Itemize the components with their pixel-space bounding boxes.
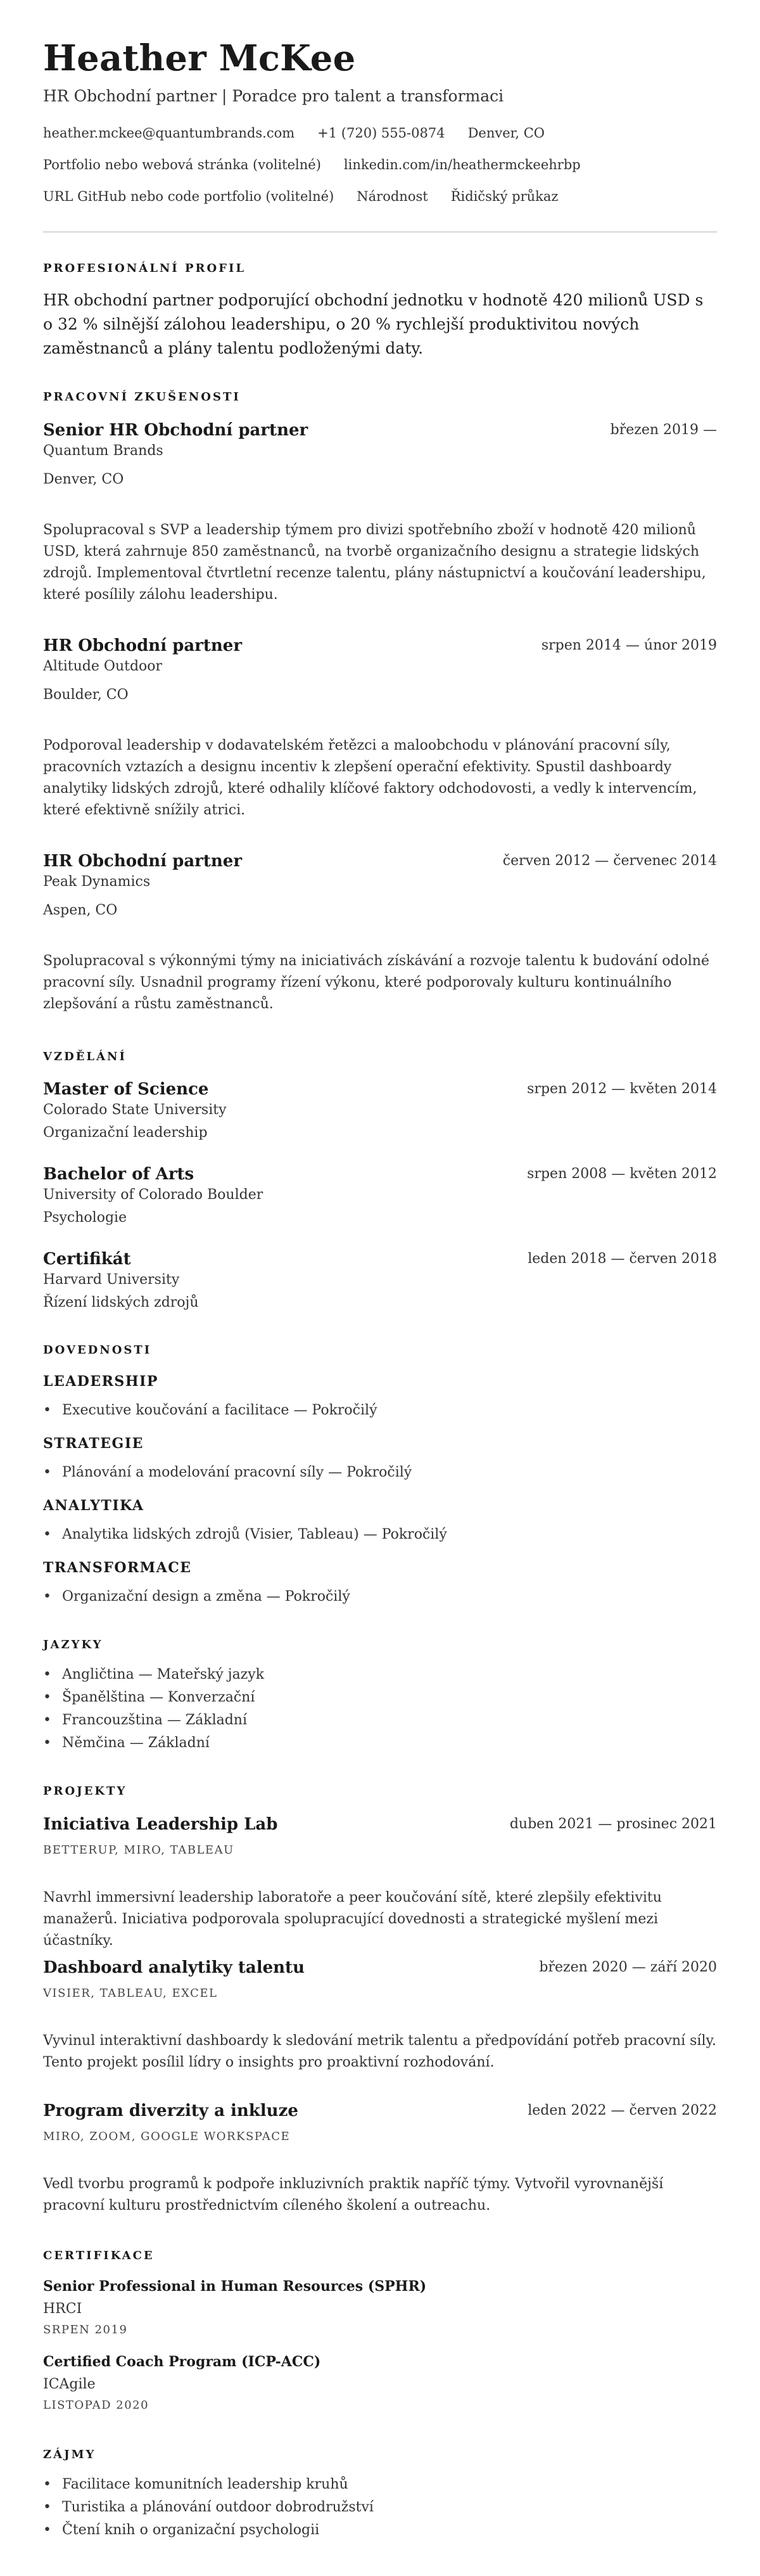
section-title-languages: JAZYKY	[43, 1638, 103, 1651]
school-name: University of Colorado Boulder	[43, 1187, 263, 1203]
project-tools: MIRO, ZOOM, GOOGLE WORKSPACE	[43, 2130, 291, 2143]
contact-row-2	[43, 156, 604, 174]
school-name: Colorado State University	[43, 1102, 227, 1118]
project-title: Program diverzity a inkluze	[43, 2101, 298, 2120]
degree-title: Bachelor of Arts	[43, 1165, 194, 1184]
certification-name: Senior Professional in Human Resources (SPHR)	[43, 2278, 427, 2295]
certification-date: SRPEN 2019	[43, 2323, 128, 2336]
degree-title: Master of Science	[43, 1080, 209, 1099]
language-item: • Angličtina — Mateřský jazyk	[62, 1665, 264, 1684]
language-item: • Němčina — Základní	[62, 1734, 210, 1753]
portfolio-link[interactable]: Portfolio nebo webová stránka (volitelné)	[43, 157, 321, 172]
project-tools: VISIER, TABLEAU, EXCEL	[43, 1987, 218, 2000]
job-location: Denver, CO	[43, 471, 124, 487]
skill-item: • Analytika lidských zdrojů (Visier, Tableau) — Pokročilý	[62, 1525, 447, 1544]
project-description: Navrhl immersivní leadership laboratoře a peer koučování sítě, které zlepšily efektivitu manažerů. Iniciativa podporovala spolupracující dovednosti a strategické myšlení mezi účastníky.	[43, 1890, 662, 1949]
certification-name: Certified Coach Program (ICP-ACC)	[43, 2354, 321, 2370]
skill-category: STRATEGIE	[43, 1435, 144, 1452]
section-title-profile: PROFESIONÁLNÍ PROFIL	[43, 262, 246, 275]
job-description: Spolupracoval s SVP a leadership týmem pro divizi spotřebního zboží v hodnotě 420 milionů USD, která zahrnuje 850 zaměstnanců, na tvorbě organizačního designu a strategie lidských zdrojů. Implementoval čtvrtletní recenze talentu, plány nástupnictví a koučování leadershipu, které posílily zálohu leadershipu.	[43, 522, 706, 603]
section-title-interests: ZÁJMY	[43, 2448, 96, 2461]
job-company: Quantum Brands	[43, 443, 163, 459]
contact-row-3	[43, 188, 581, 205]
project-title: Dashboard analytiky talentu	[43, 1958, 305, 1977]
job-company: Altitude Outdoor	[43, 658, 163, 674]
certification-issuer: ICAgile	[43, 2376, 96, 2392]
email-link[interactable]: heather.mckee@quantumbrands.com	[43, 125, 295, 141]
interest-item: • Čtení knih o organizační psychologii	[62, 2521, 319, 2540]
degree-dates: leden 2018 — červen 2018	[528, 1251, 717, 1267]
job-dates: červen 2012 — červenec 2014	[502, 853, 717, 869]
skill-category: ANALYTIKA	[43, 1497, 144, 1514]
job-company: Peak Dynamics	[43, 874, 151, 890]
project-dates: duben 2021 — prosinec 2021	[509, 1816, 717, 1832]
job-location: Boulder, CO	[43, 687, 129, 703]
profile-summary: HR obchodní partner podporující obchodní jednotku v hodnotě 420 milionů USD s o 32 % silnější zálohou leadershipu, o 20 % rychlejší produktivitou nových zaměstnanců a plány talentu podloženými daty.	[43, 291, 704, 357]
project-tools: BETTERUP, MIRO, TABLEAU	[43, 1843, 234, 1857]
project-description: Vyvinul interaktivní dashboardy k sledování metrik talentu a předpovídání potřeb pracovní síly. Tento projekt posílil lídry o insights pro proaktivní rozhodování.	[43, 2033, 716, 2070]
degree-dates: srpen 2012 — květen 2014	[527, 1081, 717, 1097]
school-name: Harvard University	[43, 1272, 180, 1288]
job-description: Podporoval leadership v dodavatelském řetězci a maloobchodu v plánování pracovní síly, pracovních vztazích a designu incentiv k zlepšení operační efektivity. Spustil dashboardy analytiky lidských zdrojů, které odhalily klíčové faktory odchodovosti, a vedly k intervencím, které efektivně snížily atrici.	[43, 738, 697, 818]
field-of-study: Psychologie	[43, 1210, 127, 1226]
candidate-name: Heather McKee	[43, 37, 356, 79]
section-title-skills: DOVEDNOSTI	[43, 1343, 152, 1357]
section-title-education: VZDĚLÁNÍ	[43, 1050, 127, 1063]
job-description: Spolupracoval s výkonnými týmy na iniciativách získávání a rozvoje talentu k budování odolné pracovní síly. Usnadnil programy řízení výkonu, které podporovaly kulturu kontinuálního zlepšování a růstu zaměstnanců.	[43, 953, 709, 1012]
section-title-certifications: CERTIFIKACE	[43, 2249, 155, 2262]
skill-category: LEADERSHIP	[43, 1373, 158, 1390]
job-location: Aspen, CO	[43, 902, 118, 918]
phone-number[interactable]: +1 (720) 555-0874	[317, 125, 445, 141]
skill-item: • Plánování a modelování pracovní síly — Pokročilý	[62, 1463, 412, 1482]
project-title: Iniciativa Leadership Lab	[43, 1815, 278, 1834]
driving-license: Řidičský průkaz	[450, 189, 559, 204]
degree-title: Certifikát	[43, 1250, 131, 1269]
job-dates: březen 2019 —	[610, 422, 717, 438]
nationality: Národnost	[357, 189, 428, 204]
job-title: HR Obchodní partner	[43, 852, 243, 871]
project-description: Vedl tvorbu programů k podpoře inkluzivních praktik napříč týmy. Vytvořil vyrovnanější pracovní kulturu prostřednictvím cíleného školení a outreachu.	[43, 2176, 664, 2214]
job-title: HR Obchodní partner	[43, 636, 243, 655]
section-title-projects: PROJEKTY	[43, 1785, 127, 1798]
linkedin-link[interactable]: linkedin.com/in/heathermckeehrbp	[343, 157, 581, 172]
job-dates: srpen 2014 — únor 2019	[541, 638, 717, 653]
skill-category: TRANSFORMACE	[43, 1560, 192, 1576]
location: Denver, CO	[467, 125, 545, 141]
interest-item: • Facilitace komunitních leadership kruhů	[62, 2475, 348, 2494]
certification-issuer: HRCI	[43, 2301, 82, 2317]
header-divider	[43, 231, 717, 233]
contact-row-1	[43, 124, 567, 142]
language-item: • Španělština — Konverzační	[62, 1688, 255, 1707]
field-of-study: Řízení lidských zdrojů	[43, 1295, 199, 1310]
skill-item: • Executive koučování a facilitace — Pokročilý	[62, 1401, 377, 1420]
interest-item: • Turistika a plánování outdoor dobrodružství	[62, 2498, 374, 2517]
project-dates: březen 2020 — září 2020	[539, 1959, 717, 1975]
skill-item: • Organizační design a změna — Pokročilý	[62, 1587, 350, 1606]
language-item: • Francouzština — Základní	[62, 1711, 247, 1730]
degree-dates: srpen 2008 — květen 2012	[527, 1166, 717, 1182]
candidate-headline: HR Obchodní partner | Poradce pro talent a transformaci	[43, 87, 504, 105]
certification-date: LISTOPAD 2020	[43, 2399, 149, 2412]
project-dates: leden 2022 — červen 2022	[528, 2103, 717, 2118]
field-of-study: Organizační leadership	[43, 1125, 208, 1141]
github-link[interactable]: URL GitHub nebo code portfolio (volitelné)	[43, 189, 334, 204]
job-title: Senior HR Obchodní partner	[43, 421, 308, 440]
section-title-experience: PRACOVNÍ ZKUŠENOSTI	[43, 390, 241, 404]
